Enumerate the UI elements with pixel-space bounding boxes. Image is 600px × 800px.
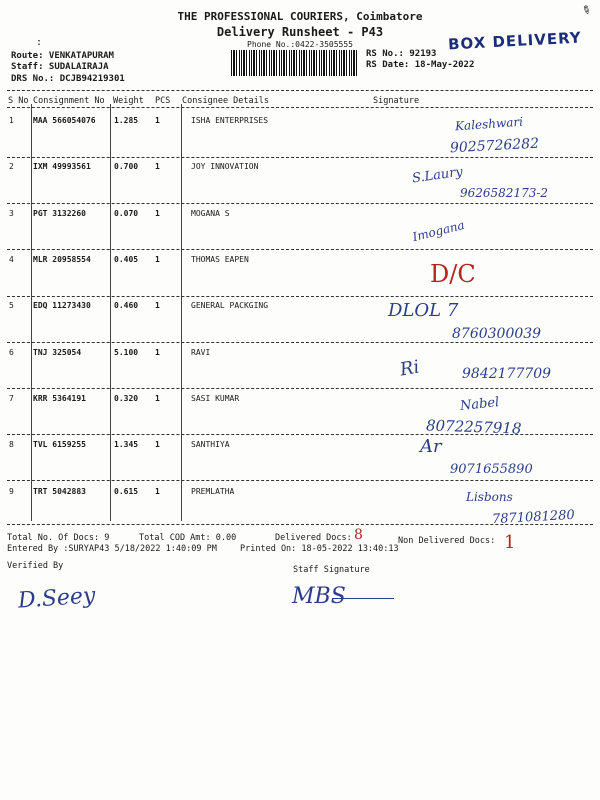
row-2-pcs: 1 bbox=[155, 162, 160, 171]
row-4-sno: 4 bbox=[9, 255, 14, 264]
row-3-consignee: MOGANA S bbox=[191, 209, 230, 218]
row-5-signature: DLOL 7 bbox=[388, 300, 459, 321]
row-1-pcs: 1 bbox=[155, 116, 160, 125]
row-2-consignee: JOY INNOVATION bbox=[191, 162, 259, 171]
row-1-signature: Kaleshwari bbox=[454, 114, 524, 134]
row-6-phone: 9842177709 bbox=[462, 366, 552, 382]
row-7-consignee: SASI KUMAR bbox=[191, 394, 240, 403]
total-docs: Total No. Of Docs: 9 bbox=[7, 533, 110, 543]
rs-number: RS No.: 92193 bbox=[366, 49, 437, 59]
entered-by: Entered By :SURYAP43 5/18/2022 1:40:09 PM bbox=[7, 544, 217, 554]
row-2-sno: 2 bbox=[9, 162, 14, 171]
signature-stroke bbox=[332, 598, 394, 599]
row-8-phone: 9071655890 bbox=[450, 462, 533, 477]
row-4-consignment: MLR 20958554 bbox=[33, 255, 91, 264]
box-delivery-stamp: BOX DELIVERY bbox=[447, 28, 583, 54]
row-5-weight: 0.460 bbox=[114, 301, 139, 310]
non-delivered-docs-label: Non Delivered Docs: bbox=[398, 536, 496, 546]
row-2-weight: 0.700 bbox=[114, 162, 139, 171]
col-header-pcs: PCS bbox=[155, 96, 171, 106]
row-9-signature: Lisbons bbox=[466, 490, 513, 504]
row-4-consignee: THOMAS EAPEN bbox=[191, 255, 249, 264]
row-9-consignee: PREMLATHA bbox=[191, 487, 235, 496]
col-header-consignment: Consignment No bbox=[33, 96, 105, 106]
row-6-sno: 6 bbox=[9, 348, 14, 357]
row-3-signature: Imogana bbox=[411, 217, 466, 245]
row-7-consignment: KRR 5364191 bbox=[33, 394, 86, 403]
row-5-sno: 5 bbox=[9, 301, 14, 310]
row-8-signature: Ar bbox=[420, 436, 442, 457]
row-7-sno: 7 bbox=[9, 394, 14, 403]
row-2-signature: S.Laury bbox=[411, 164, 464, 187]
col-header-signature: Signature bbox=[373, 96, 420, 106]
row-4-weight: 0.405 bbox=[114, 255, 139, 264]
row-5-pcs: 1 bbox=[155, 301, 160, 310]
row-3-sno: 3 bbox=[9, 209, 14, 218]
row-6-consignment: TNJ 325054 bbox=[33, 348, 82, 357]
staff-signature: MBS bbox=[292, 584, 346, 609]
barcode bbox=[231, 50, 359, 76]
row-1-consignee: ISHA ENTERPRISES bbox=[191, 116, 269, 125]
runsheet-title: Delivery Runsheet - P43 bbox=[216, 25, 384, 39]
drs-number: DRS No.: DCJB94219301 bbox=[11, 74, 125, 84]
col-header-weight: Weight bbox=[113, 96, 144, 106]
row-7-weight: 0.320 bbox=[114, 394, 139, 403]
row-9-sno: 9 bbox=[9, 487, 14, 496]
row-3-pcs: 1 bbox=[155, 209, 160, 218]
verifier-signature: D.Seey bbox=[17, 583, 97, 614]
row-8-consignment: TVL 6159255 bbox=[33, 440, 86, 449]
staff-signature-label: Staff Signature bbox=[293, 565, 370, 575]
col-header-sno: S No bbox=[8, 96, 29, 106]
corner-mark-icon: ✎ bbox=[578, 0, 594, 20]
row-2-consignment: IXM 49993561 bbox=[33, 162, 91, 171]
row-3-weight: 0.070 bbox=[114, 209, 139, 218]
dot-mark-icon: : bbox=[36, 37, 43, 48]
rs-date: RS Date: 18-May-2022 bbox=[366, 60, 475, 70]
row-6-pcs: 1 bbox=[155, 348, 160, 357]
company-title: THE PROFESSIONAL COURIERS, Coimbatore bbox=[177, 10, 423, 23]
staff: Staff: SUDALAIRAJA bbox=[11, 62, 109, 72]
row-6-signature: Ri bbox=[398, 356, 421, 381]
verified-by-label: Verified By bbox=[7, 561, 64, 571]
row-2-phone: 9626582173-2 bbox=[460, 186, 549, 200]
phone-number: Phone No.:0422-3505555 bbox=[247, 40, 353, 49]
row-4-signature: D/C bbox=[430, 260, 476, 288]
delivered-docs-label: Delivered Docs: bbox=[275, 533, 352, 543]
row-6-weight: 5.100 bbox=[114, 348, 139, 357]
row-8-consignee: SANTHIYA bbox=[191, 440, 230, 449]
row-7-pcs: 1 bbox=[155, 394, 160, 403]
route: Route: VENKATAPURAM bbox=[11, 51, 114, 61]
row-5-consignment: EDQ 11273430 bbox=[33, 301, 91, 310]
total-cod: Total COD Amt: 0.00 bbox=[139, 533, 237, 543]
row-7-phone: 8072257918 bbox=[425, 416, 522, 438]
col-header-consignee: Consignee Details bbox=[182, 96, 269, 106]
row-5-phone: 8760300039 bbox=[452, 326, 542, 342]
row-9-phone: 7871081280 bbox=[491, 507, 576, 528]
row-7-signature: Nabel bbox=[459, 394, 500, 415]
row-9-pcs: 1 bbox=[155, 487, 160, 496]
row-8-sno: 8 bbox=[9, 440, 14, 449]
row-1-consignment: MAA 566054076 bbox=[33, 116, 96, 125]
row-5-consignee: GENERAL PACKGING bbox=[191, 301, 269, 310]
non-delivered-docs-value: 1 bbox=[504, 532, 516, 553]
row-1-weight: 1.285 bbox=[114, 116, 139, 125]
delivered-docs-value: 8 bbox=[354, 527, 363, 543]
printed-on: Printed On: 18-05-2022 13:40:13 bbox=[240, 544, 399, 554]
row-3-consignment: PGT 3132260 bbox=[33, 209, 86, 218]
row-8-pcs: 1 bbox=[155, 440, 160, 449]
row-4-pcs: 1 bbox=[155, 255, 160, 264]
row-1-sno: 1 bbox=[9, 116, 14, 125]
row-6-consignee: RAVI bbox=[191, 348, 211, 357]
row-9-weight: 0.615 bbox=[114, 487, 139, 496]
row-9-consignment: TRT 5042883 bbox=[33, 487, 86, 496]
row-1-phone: 9025726282 bbox=[449, 135, 540, 157]
row-8-weight: 1.345 bbox=[114, 440, 139, 449]
